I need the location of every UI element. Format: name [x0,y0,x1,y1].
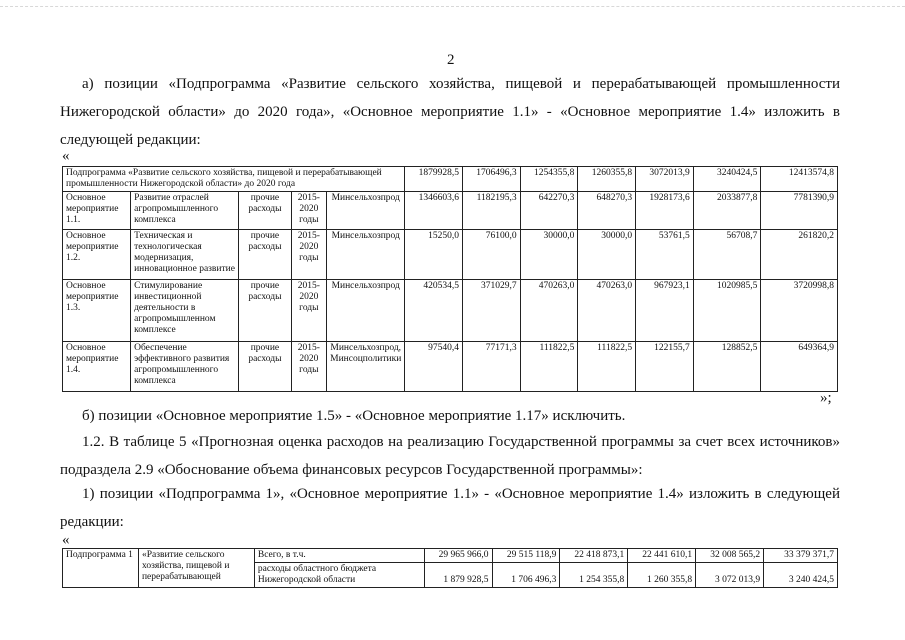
cell-value: 3072013,9 [636,167,694,192]
cell-value: 1254355,8 [520,167,578,192]
row-label: расходы областного бюджета Нижегородской области [254,563,424,588]
row-name: Основное мероприятие 1.1. [63,192,131,230]
row-desc: Техническая и технологическая модернизация, инновационное развитие [131,230,239,280]
cell-value: 3 240 424,5 [764,563,838,588]
cell-value: 30000,0 [520,230,578,280]
table-row [63,230,838,280]
paragraph-a: а) позиции «Подпрограмма «Развитие сельского хозяйства, пищевой и перерабатывающей промышленности Нижегородской области» до 2020 года», «Основное мероприятие 1.1» - «Основное мероприятие 1.4» изложить в следующей редакции: [60,76,840,148]
cell-value: 56708,7 [693,230,761,280]
row-desc: Развитие отраслей агропромышленного комплекса [131,192,239,230]
cell-value: 77171,3 [462,342,520,392]
cell-value: 12413574,8 [761,167,838,192]
cell-value: 642270,3 [520,192,578,230]
cell-value: 967923,1 [636,280,694,342]
page-number: 2 [447,52,455,68]
cell-value: 97540,4 [405,342,463,392]
row-desc: Обеспечение эффективного развития агропромышленного комплекса [131,342,239,392]
row-name: Основное мероприятие 1.2. [63,230,131,280]
top-rule [0,6,905,7]
row-executor: Минсельхозпрод [327,280,405,342]
cell-value: 7781390,9 [761,192,838,230]
row-desc: Стимулирование инвестиционной деятельности в агропромышленном комплексе [131,280,239,342]
row-type: прочие расходы [239,342,291,392]
cell-value: 1879928,5 [405,167,463,192]
cell-value: 53761,5 [636,230,694,280]
subprogram-label: Подпрограмма «Развитие сельского хозяйства, пищевой и перерабатывающей промышленности Нижегородской области» до 2020 года [63,167,405,192]
table-row [63,342,838,392]
paragraph-1: 1) позиции «Подпрограмма 1», «Основное мероприятие 1.1» - «Основное мероприятие 1.4» изложить в следующей редакции: [60,486,840,530]
row-type: прочие расходы [239,230,291,280]
row-period: 2015-2020 годы [291,192,327,230]
cell-value: 122155,7 [636,342,694,392]
table-row [63,167,838,192]
cell-value: 29 965 966,0 [424,549,492,563]
cell-value: 76100,0 [462,230,520,280]
cell-value: 29 515 118,9 [492,549,560,563]
table-subprogram-forecast [62,548,838,588]
cell-value: 15250,0 [405,230,463,280]
row-period: 2015-2020 годы [291,342,327,392]
cell-value: 32 008 565,2 [696,549,764,563]
row-type: прочие расходы [239,280,291,342]
cell-value: 1 879 928,5 [424,563,492,588]
cell-value: 1928173,6 [636,192,694,230]
cell-value: 3720998,8 [761,280,838,342]
cell-value: 1020985,5 [693,280,761,342]
cell-value: 649364,9 [761,342,838,392]
cell-value: 470263,0 [578,280,636,342]
row-label: Всего, в т.ч. [254,549,424,563]
close-quote: »; [820,390,832,406]
row-name: Основное мероприятие 1.4. [63,342,131,392]
cell-value: 1182195,3 [462,192,520,230]
row-type: прочие расходы [239,192,291,230]
cell-value: 30000,0 [578,230,636,280]
paragraph-1-2: 1.2. В таблице 5 «Прогнозная оценка расходов на реализацию Государственной программы за счет всех источников» подраздела 2.9 «Обоснование объема финансовых ресурсов Государственной программы»: [60,434,840,478]
cell-value: 470263,0 [520,280,578,342]
cell-value: 1 254 355,8 [560,563,628,588]
cell-value: 3240424,5 [693,167,761,192]
row-executor: Минсельхозпрод [327,192,405,230]
cell-value: 1346603,6 [405,192,463,230]
cell-value: 33 379 371,7 [764,549,838,563]
cell-value: 2033877,8 [693,192,761,230]
cell-value: 371029,7 [462,280,520,342]
open-quote-2: « [62,532,70,548]
table-row [63,549,838,563]
cell-value: 261820,2 [761,230,838,280]
row-period: 2015-2020 годы [291,230,327,280]
row-executor: Минсельхозпрод, Минсоцполитики [327,342,405,392]
table-subprogram-1 [62,166,838,392]
cell-value: 22 418 873,1 [560,549,628,563]
cell-value: 420534,5 [405,280,463,342]
paragraph-b: б) позиции «Основное мероприятие 1.5» - «Основное мероприятие 1.17» исключить. [82,408,626,424]
cell-value: 22 441 610,1 [628,549,696,563]
cell-value: 3 072 013,9 [696,563,764,588]
cell-value: 1 706 496,3 [492,563,560,588]
cell-value: 111822,5 [578,342,636,392]
table-row [63,192,838,230]
table-row [63,280,838,342]
row-name: Основное мероприятие 1.3. [63,280,131,342]
cell-value: 648270,3 [578,192,636,230]
subprogram-desc: «Развитие сельского хозяйства, пищевой и перерабатывающей [138,549,254,588]
cell-value: 111822,5 [520,342,578,392]
cell-value: 1260355,8 [578,167,636,192]
cell-value: 128852,5 [693,342,761,392]
open-quote-1: « [62,148,70,164]
row-period: 2015-2020 годы [291,280,327,342]
cell-value: 1706496,3 [462,167,520,192]
cell-value: 1 260 355,8 [628,563,696,588]
subprogram-name: Подпрограмма 1 [63,549,139,588]
row-executor: Минсельхозпрод [327,230,405,280]
